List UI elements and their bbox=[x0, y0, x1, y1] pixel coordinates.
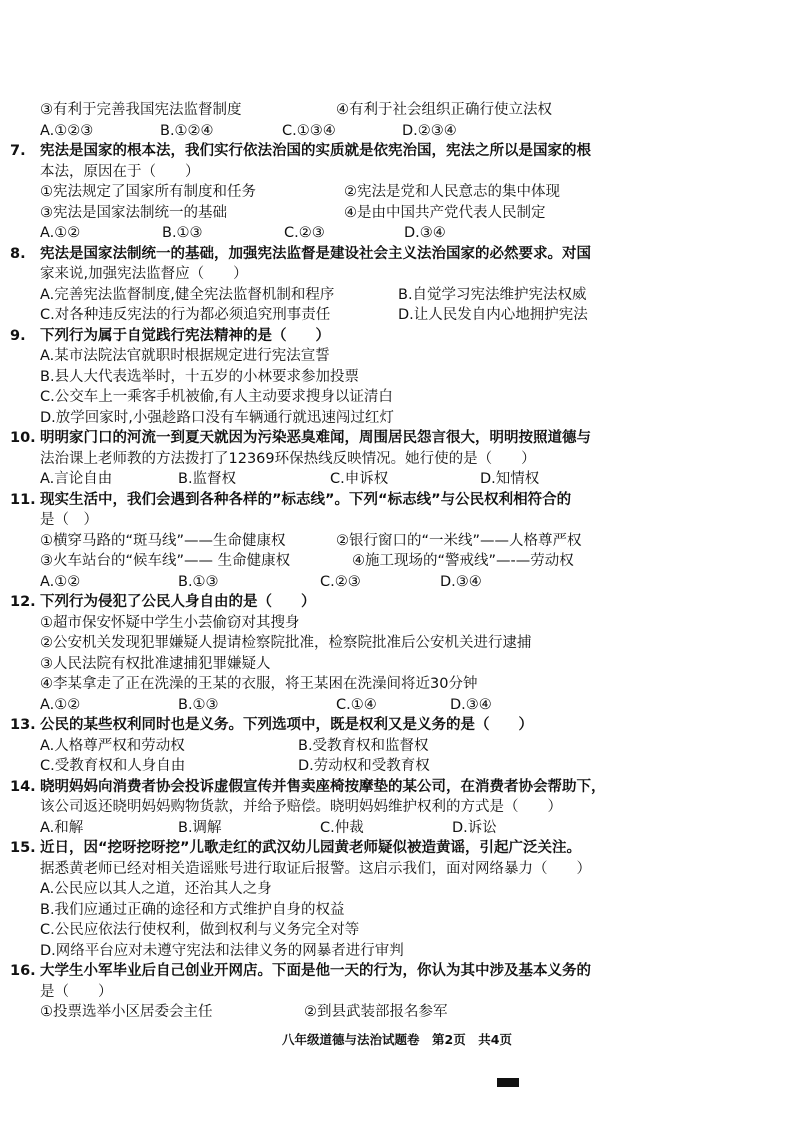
question-stem: 下列行为属于自觉践行宪法精神的是（ ） bbox=[40, 327, 330, 344]
question-text-line: C.受教育权和人身自由 bbox=[40, 758, 186, 774]
question-text-line: ②到县武装部报名参军 bbox=[304, 1004, 448, 1020]
question-number: 12. bbox=[10, 594, 36, 610]
question-text-line: 该公司返还晓明妈妈购物货款，并给予赔偿。晓明妈妈维护权利的方式是（ ） bbox=[40, 799, 562, 815]
question-text-line: 本法，原因在于（ ） bbox=[40, 163, 200, 180]
question-text-line: ③人民法院有权批准逮捕犯罪嫌疑人 bbox=[40, 655, 271, 672]
question-text-line: A.①② bbox=[40, 696, 81, 713]
question-text-line: 家来说,加强宪法监督应（ ） bbox=[40, 266, 248, 282]
question-number: 14. bbox=[10, 778, 36, 795]
question-text-line: B.受教育权和监督权 bbox=[298, 737, 429, 754]
question-stem: 宪法是国家法制统一的基础，加强宪法监督是建设社会主义法治国家的必然要求。对国 bbox=[40, 245, 591, 262]
question-number: 10. bbox=[10, 430, 36, 446]
question-text-line: C.公民应依法行使权利，做到权利与义务完全对等 bbox=[40, 922, 360, 938]
question-text-line: ④李某拿走了正在洗澡的王某的衣服，将王某困在洗澡间将近30分钟 bbox=[40, 676, 478, 692]
question-text-line: B.①②④ bbox=[160, 122, 214, 139]
question-text-line: B.①③ bbox=[178, 573, 219, 590]
question-text-line: B.自觉学习宪法维护宪法权威 bbox=[398, 286, 587, 303]
question-text-line: B.监督权 bbox=[178, 471, 237, 487]
question-text-line: C.仲裁 bbox=[320, 819, 364, 836]
question-text-line: D.②③④ bbox=[402, 122, 457, 139]
question-text-line: C.②③ bbox=[284, 225, 325, 241]
question-text-line: B.县人大代表选举时，十五岁的小林要求参加投票 bbox=[40, 368, 360, 385]
question-text-line: 是（ ） bbox=[40, 512, 98, 528]
question-text-line: 是（ ） bbox=[40, 983, 113, 1000]
question-text-line: D.③④ bbox=[404, 225, 446, 241]
question-number: 7. bbox=[10, 143, 26, 159]
question-text-line: A.人格尊严权和劳动权 bbox=[40, 737, 185, 754]
question-text-line: D.放学回家时,小强趁路口没有车辆通行就迅速闯过红灯 bbox=[40, 409, 394, 426]
question-text-line: ②公安机关发现犯罪嫌疑人提请检察院批准，检察院批准后公安机关进行逮捕 bbox=[40, 635, 532, 651]
question-number: 11. bbox=[10, 491, 36, 508]
question-text-line: B.调解 bbox=[178, 819, 222, 836]
question-text-line: D.知情权 bbox=[480, 471, 540, 487]
question-number: 15. bbox=[10, 840, 36, 856]
question-text-line: C.①③④ bbox=[282, 122, 336, 139]
question-stem: 公民的某些权利同时也是义务。下列选项中，既是权利又是义务的是（ ） bbox=[40, 717, 533, 733]
question-text-line: C.对各种违反宪法的行为都必须追究刑事责任 bbox=[40, 307, 331, 323]
question-text-line: A.言论自由 bbox=[40, 471, 113, 487]
question-text-line: A.某市法院法官就职时根据规定进行宪法宣誓 bbox=[40, 348, 330, 364]
question-text-line: D.诉讼 bbox=[452, 819, 497, 836]
question-text-line: ②银行窗口的“一米线”——人格尊严权 bbox=[336, 532, 582, 549]
question-text-line: ①投票选举小区居委会主任 bbox=[40, 1004, 213, 1020]
question-text-line: 法治课上老师教的方法拨打了12369环保热线反映情况。她行使的是（ ） bbox=[40, 450, 536, 467]
question-stem: 下列行为侵犯了公民人身自由的是（ ） bbox=[40, 594, 316, 610]
question-stem: 晓明妈妈向消费者协会投诉虚假宣传并售卖座椅按摩垫的某公司，在消费者协会帮助下， bbox=[40, 778, 606, 795]
question-number: 16. bbox=[10, 963, 36, 979]
question-text-line: A.①② bbox=[40, 573, 81, 590]
question-text-line: D.让人民发自内心地拥护宪法 bbox=[398, 307, 588, 323]
question-text-line: D.③④ bbox=[440, 573, 482, 590]
question-text-line: 据悉黄老师已经对相关造谣账号进行取证后报警。这启示我们，面对网络暴力（ ） bbox=[40, 860, 591, 877]
question-stem: 近日，因“挖呀挖呀挖”儿歌走红的武汉幼儿园黄老师疑似被造黄谣，引起广泛关注。 bbox=[40, 840, 582, 856]
question-text-line: C.②③ bbox=[320, 573, 361, 590]
question-text-line: ④施工现场的“警戒线”—-—劳动权 bbox=[352, 553, 574, 569]
question-text-line: C.申诉权 bbox=[330, 471, 389, 487]
question-text-line: D.网络平台应对未遵守宪法和法律义务的网暴者进行审判 bbox=[40, 942, 404, 959]
question-text-line: ①宪法规定了国家所有制度和任务 bbox=[40, 184, 256, 200]
question-text-line: ④是由中国共产党代表人民制定 bbox=[344, 204, 546, 221]
question-number: 13. bbox=[10, 717, 36, 733]
question-text-line: A.①② bbox=[40, 225, 81, 241]
question-text-line: C.公交车上一乘客手机被偷,有人主动要求搜身以证清白 bbox=[40, 389, 393, 405]
question-number: 9. bbox=[10, 327, 26, 344]
question-text-line: A.①②③ bbox=[40, 122, 94, 139]
question-text-line: D.劳动权和受教育权 bbox=[298, 758, 430, 774]
question-text-line: ③宪法是国家法制统一的基础 bbox=[40, 204, 227, 221]
question-text-line: B.①③ bbox=[178, 696, 219, 713]
scan-mark bbox=[497, 1078, 519, 1087]
question-text-line: ④有利于社会组织正确行使立法权 bbox=[336, 102, 552, 118]
question-text-line: A.公民应以其人之道，还治其人之身 bbox=[40, 881, 272, 897]
question-text-line: A.完善宪法监督制度,健全宪法监督机制和程序 bbox=[40, 286, 335, 303]
question-stem: 大学生小军毕业后自己创业开网店。下面是他一天的行为，你认为其中涉及基本义务的 bbox=[40, 963, 591, 979]
question-text-line: ③火车站台的“候车线”—— 生命健康权 bbox=[40, 553, 291, 569]
question-text-line: ①横穿马路的“斑马线”——生命健康权 bbox=[40, 532, 286, 549]
question-text-line: ③有利于完善我国宪法监督制度 bbox=[40, 102, 242, 118]
question-text-line: B.①③ bbox=[162, 225, 203, 241]
question-text-line: B.我们应通过正确的途径和方式维护自身的权益 bbox=[40, 901, 345, 918]
question-stem: 宪法是国家的根本法，我们实行依法治国的实质就是依宪治国，宪法之所以是国家的根 bbox=[40, 143, 591, 159]
question-stem: 明明家门口的河流一到夏天就因为污染恶臭难闻，周围居民怨言很大，明明按照道德与 bbox=[40, 430, 591, 446]
question-text-line: ①超市保安怀疑中学生小芸偷窃对其搜身 bbox=[40, 614, 300, 631]
question-text-line: ②宪法是党和人民意志的集中体现 bbox=[344, 184, 560, 200]
question-text-line: C.①④ bbox=[336, 696, 377, 713]
question-text-line: A.和解 bbox=[40, 819, 84, 836]
question-stem: 现实生活中，我们会遇到各种各样的”标志线”。下列“标志线”与公民权利相符合的 bbox=[40, 491, 572, 508]
question-number: 8. bbox=[10, 245, 26, 262]
page-footer: 八年级道德与法治试题卷 第2页 共4页 bbox=[282, 1032, 512, 1047]
question-text-line: D.③④ bbox=[450, 696, 492, 713]
